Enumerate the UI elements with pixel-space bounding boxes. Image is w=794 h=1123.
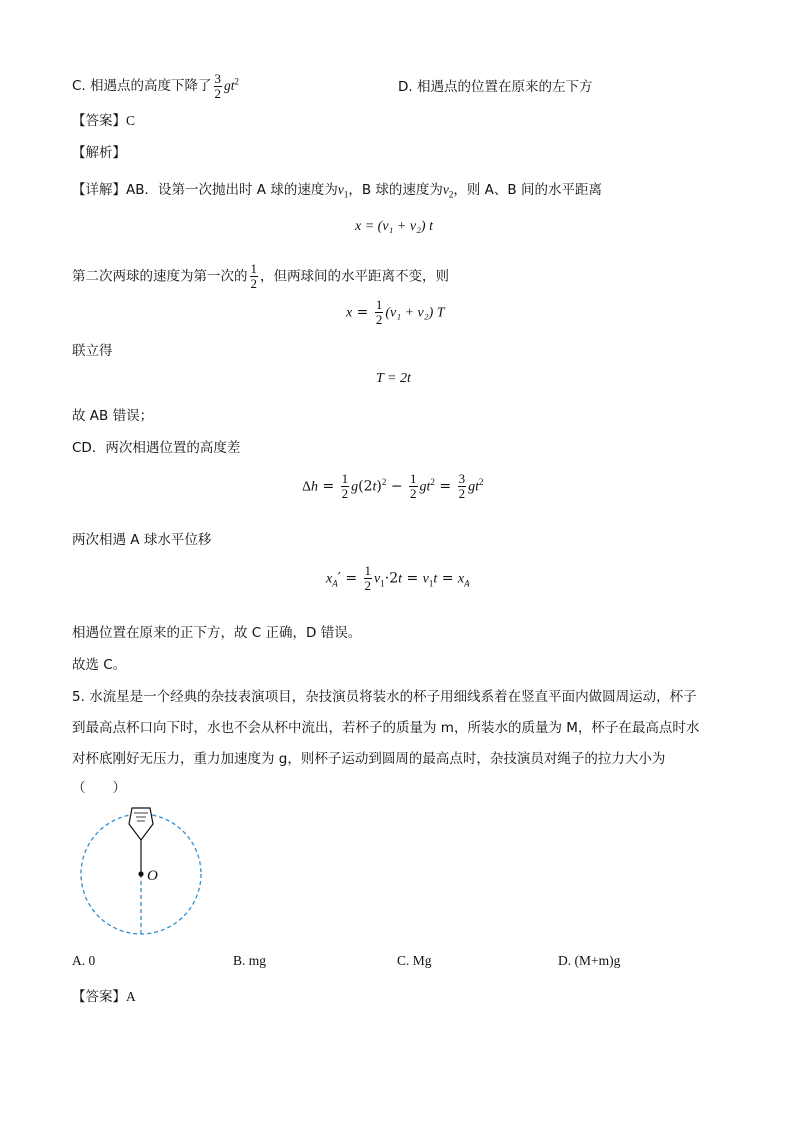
figure-label: O <box>147 868 158 884</box>
fraction-half: $\frac{1}{2}$ <box>250 261 257 291</box>
q5-stem-line-3: 对杯底刚好无压力，重力加速度为 g，则杯子运动到圆周的最高点时，杂技演员对绳子的拉力大小为 <box>72 751 666 767</box>
paragraph-2: 第二次两球的速度为第一次的 $\frac{1}{2}$ ，但两球间的水平距离不变，则 <box>72 261 449 291</box>
q5-blank: （ ） <box>72 780 126 796</box>
option-d: D. 相遇点的位置在原来的左下方 <box>398 79 593 95</box>
equation-2: x = $\frac{1}{2}$ (v₁ + v₂) T <box>346 297 445 327</box>
paragraph-3: 联立得 <box>72 343 113 359</box>
q5-answer-value: A <box>126 989 136 1004</box>
option-a: A. 0 <box>72 953 96 968</box>
paragraph-8: 故选 C。 <box>72 657 127 673</box>
q5-answer-line <box>72 985 136 1005</box>
equation-3: T = 2t <box>376 371 411 386</box>
paragraph-4: 故 AB 错误； <box>72 408 154 424</box>
detail-tag: 【详解】 <box>72 182 126 198</box>
answer-value: C <box>126 113 136 128</box>
q5-stem-line-1: 5. 水流星是一个经典的杂技表演项目，杂技演员将装水的杯子用细线系着在竖直平面内做圆周运动，杯子 <box>72 689 697 705</box>
equation-4: Δh = $\frac{1}{2}$ $g(2t)^2$ − $\frac{1}{2}$ $gt^2$ = $\frac{3}{2}$ $gt^2$ <box>302 471 484 501</box>
fraction: $\frac{3}{2}$ <box>214 71 222 101</box>
option-c-tail: gt <box>224 78 235 93</box>
paragraph-7: 相遇位置在原来的正下方，故 C 正确，D 错误。 <box>72 625 362 641</box>
detail-line: 【详解】AB．设第一次抛出时 A 球的速度为$v_1$，B 球的速度为$v_2$，则 A、B 间的水平距离 <box>72 182 602 200</box>
equation-5: $x_A'$ = $\frac{1}{2}$ $v_1\cdot 2t = v_1t = x_A$ <box>326 563 470 593</box>
option-c-q5: C. Mg <box>397 953 432 968</box>
option-c-label: C. <box>72 78 86 94</box>
paragraph-6: 两次相遇 A 球水平位移 <box>72 532 212 548</box>
answer-line <box>72 109 135 129</box>
analysis-tag: 【解析】 <box>72 145 126 161</box>
option-c-text: 相遇点的高度下降了 <box>90 78 212 94</box>
water-meteor-figure <box>78 800 208 940</box>
option-d-q5: D. (M+m)g <box>558 953 621 968</box>
center-point <box>138 871 143 876</box>
option-c: C. 相遇点的高度下降了 $\frac{3}{2}$ $gt^2$ <box>72 71 240 101</box>
q5-stem-line-2: 到最高点杯口向下时，水也不会从杯中流出，若杯子的质量为 m，所装水的质量为 M，杯子在最高点时水 <box>72 720 700 736</box>
option-b: B. mg <box>233 953 267 968</box>
q5-answer-tag: 【答案】 <box>72 989 126 1005</box>
paragraph-5: CD．两次相遇位置的高度差 <box>72 440 241 456</box>
equation-1: x = (v₁ + v₂) t <box>355 219 433 234</box>
answer-tag: 【答案】 <box>72 113 126 129</box>
